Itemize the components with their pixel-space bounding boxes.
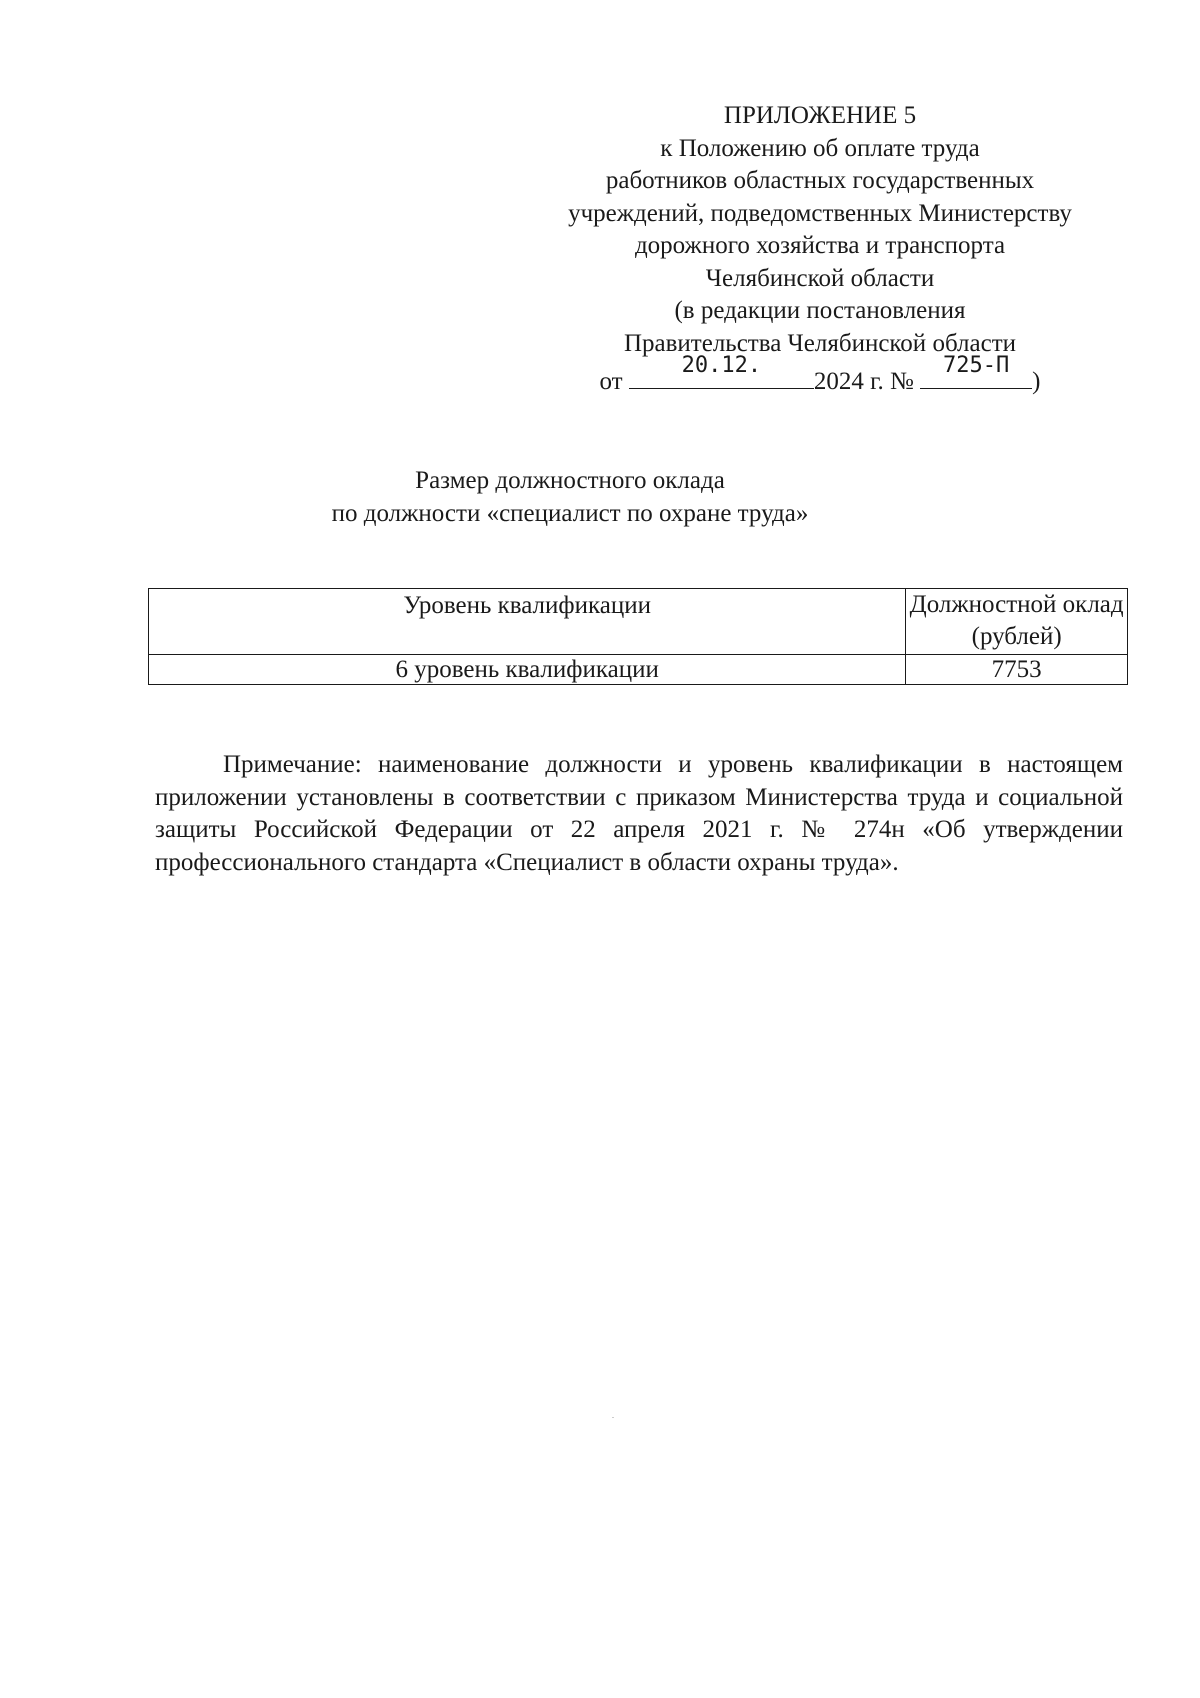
appendix-header — [520, 100, 1120, 398]
document-title — [300, 465, 840, 530]
appendix-line: Челябинской области — [705, 264, 935, 292]
title-line-1: Размер должностного оклада — [415, 467, 725, 494]
date-field — [629, 353, 814, 389]
date-value: 20.12. — [681, 353, 762, 378]
appendix-line: Правительства Челябинской области — [623, 329, 1017, 357]
title-line-2: по должности «специалист по охране труда» — [331, 499, 809, 527]
cell-qualification-level: 6 уровень квалификации — [149, 655, 906, 685]
table-header-row — [149, 589, 1128, 655]
header-qualification-level: Уровень квалификации — [149, 589, 906, 655]
date-prefix: от — [599, 368, 623, 395]
salary-table — [148, 588, 1128, 685]
scan-speck — [612, 1417, 614, 1418]
table-row — [149, 655, 1128, 685]
appendix-line: дорожного хозяйства и транспорта — [634, 232, 1006, 259]
number-field — [920, 353, 1032, 389]
year-text: 2024 г. № — [813, 368, 914, 395]
resolution-date-line — [520, 353, 1120, 398]
appendix-title: ПРИЛОЖЕНИЕ 5 — [723, 102, 917, 129]
appendix-line: к Положению об оплате труда — [660, 134, 980, 162]
appendix-line: (в редакции постановления — [674, 297, 966, 324]
appendix-line: работников областных государственных — [605, 167, 1035, 194]
number-value: 725-П — [943, 353, 1010, 378]
note-paragraph: Примечание: наименование должности и уровень квалификации в настоящем приложении установлены в соответствии с приказом Министерства труда и социальной защиты Российской Федерации от 22 апреля 2021 г. № 274н «Об утверждении профессионального стандарта «Специалист в области охраны труда». — [155, 751, 1123, 876]
cell-salary: 7753 — [906, 655, 1128, 685]
closing-paren: ) — [1032, 368, 1041, 395]
appendix-line: учреждений, подведомственных Министерству — [568, 199, 1072, 227]
header-salary: Должностной оклад (рублей) — [906, 589, 1128, 655]
